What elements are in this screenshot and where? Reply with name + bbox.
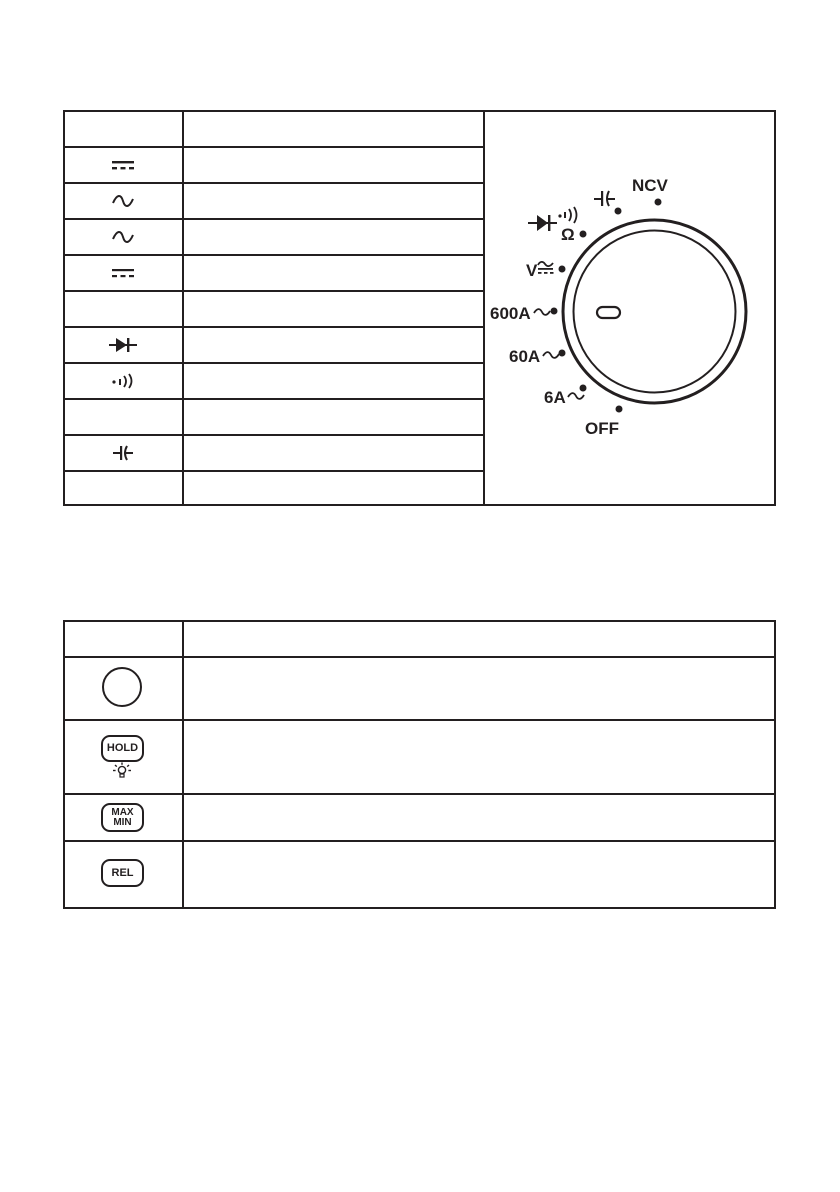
dial-60a-ac-icon — [543, 352, 559, 358]
table2-row-divider — [63, 719, 776, 721]
table2-header-divider — [63, 656, 776, 658]
dial-label-600a: 600A — [490, 304, 531, 323]
dial-pointer — [597, 307, 620, 318]
max-label: MAX — [111, 806, 134, 818]
table1-col-divider-1 — [182, 110, 184, 506]
max-min-button-icon — [101, 803, 144, 832]
button-table — [63, 620, 776, 909]
dial-6a-ac-icon — [568, 393, 584, 399]
table2-col-divider — [182, 620, 184, 909]
min-label: MIN — [113, 816, 132, 828]
capacitance-icon — [65, 436, 181, 470]
table1-row-divider — [63, 290, 484, 292]
table2-row-divider — [63, 793, 776, 795]
diode-icon — [65, 328, 181, 362]
rel-button-icon — [101, 859, 144, 887]
continuity-icon — [65, 364, 181, 398]
round-button-icon — [102, 667, 142, 707]
ac-icon — [65, 184, 181, 218]
dial-outer-ring — [563, 220, 746, 403]
dial-dot-60a[interactable] — [559, 350, 566, 357]
hold-button-icon — [101, 735, 144, 762]
dial-dot-volt[interactable] — [559, 266, 566, 273]
dial-label-ncv: NCV — [632, 176, 668, 195]
table1-row-divider — [63, 398, 484, 400]
ac-dc-icon — [65, 256, 181, 290]
dial-capacitance-icon — [594, 191, 615, 206]
ac-icon — [65, 220, 181, 254]
dial-dot-capacitance[interactable] — [615, 208, 622, 215]
rel-label: REL — [111, 866, 134, 879]
backlight-icon — [112, 762, 132, 780]
dial-ac-dc-icon — [538, 262, 554, 274]
dial-label-volt: V — [526, 261, 538, 280]
rotary-dial — [484, 112, 774, 504]
hold-label: HOLD — [106, 742, 139, 754]
dial-dot-600a[interactable] — [551, 308, 558, 315]
dc-icon — [65, 148, 181, 182]
dial-label-60a: 60A — [509, 347, 541, 366]
dial-label-off: OFF — [585, 419, 619, 438]
dial-600a-ac-icon — [534, 309, 550, 315]
dial-continuity-icon — [558, 207, 576, 223]
table1-row-divider — [63, 470, 484, 472]
dial-dot-ncv[interactable] — [655, 199, 662, 206]
dial-dot-ohm[interactable] — [580, 231, 587, 238]
dial-label-ohm: Ω — [561, 225, 575, 244]
table2-row-divider — [63, 840, 776, 842]
dial-label-6a: 6A — [544, 388, 566, 407]
dial-dot-6a[interactable] — [580, 385, 587, 392]
dial-diode-icon — [528, 215, 557, 231]
dial-dot-off[interactable] — [616, 406, 623, 413]
